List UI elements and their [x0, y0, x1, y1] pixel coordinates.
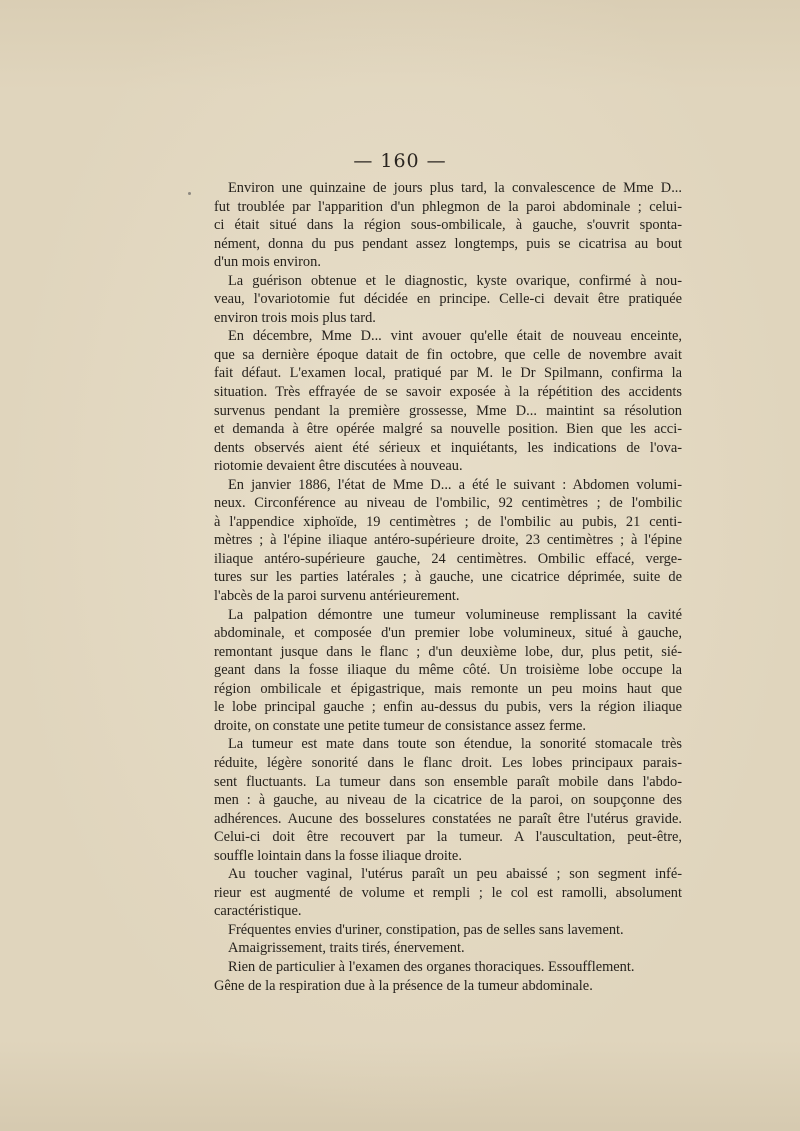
- text-line: rieur est augmenté de volume et rempli ; le col est ramolli, absolument: [214, 884, 682, 901]
- text-line: neux. Circonférence au niveau de l'ombilic, 92 centimètres ; de l'ombilic: [214, 495, 682, 512]
- text-line: veau, l'ovariotomie fut décidée en principe. Celle-ci devait être pratiquée: [214, 291, 682, 308]
- text-line: Au toucher vaginal, l'utérus paraît un peu abaissé ; son segment infé-: [228, 866, 682, 883]
- text-line: caractéristique.: [214, 903, 302, 920]
- text-line: l'abcès de la paroi survenu antérieurement.: [214, 588, 460, 605]
- text-line: La palpation démontre une tumeur volumineuse remplissant la cavité: [228, 606, 682, 623]
- page-number: — 160 —: [353, 150, 447, 172]
- text-line: riotomie devaient être discutées à nouveau.: [214, 458, 463, 475]
- text-line: d'un mois environ.: [214, 254, 321, 271]
- text-line: Rien de particulier à l'examen des organes thoraciques. Essoufflement.: [228, 958, 635, 975]
- text-line: mètres ; à l'épine iliaque antéro-supérieure droite, 23 centimètres ; à l'épine: [214, 532, 682, 549]
- body-text: [214, 179, 682, 995]
- margin-ink-dot: [188, 192, 191, 195]
- text-line: sent fluctuants. La tumeur dans son ensemble paraît mobile dans l'abdo-: [214, 773, 682, 790]
- text-line: le lobe principal gauche ; enfin au-dessus du pubis, vers la région iliaque: [214, 699, 682, 716]
- text-line: environ trois mois plus tard.: [214, 309, 376, 326]
- text-line: Environ une quinzaine de jours plus tard, la convalescence de Mme D...: [228, 180, 682, 196]
- text-line: La guérison obtenue et le diagnostic, kyste ovarique, confirmé à nou-: [228, 272, 682, 289]
- text-line: men : à gauche, au niveau de la cicatrice de la paroi, on soupçonne des: [214, 792, 682, 809]
- text-line: Gêne de la respiration due à la présence de la tumeur abdominale.: [214, 977, 593, 994]
- text-line: ci était situé dans la région sous-ombilicale, à gauche, s'ouvrit sponta-: [214, 217, 682, 234]
- text-line: fut troublée par l'apparition d'un phlegmon de la paroi abdominale ; celui-: [214, 198, 682, 215]
- text-line: souffle lointain dans la fosse iliaque droite.: [214, 847, 462, 864]
- text-line: Fréquentes envies d'uriner, constipation, pas de selles sans lavement.: [228, 921, 624, 938]
- text-line: nément, donna du pus pendant assez longtemps, puis se cicatrisa au bout: [214, 235, 682, 252]
- text-line: remontant jusque dans le flanc ; d'un deuxième lobe, dur, plus petit, sié-: [214, 643, 682, 660]
- text-line: iliaque antéro-supérieure gauche, 24 centimètres. Ombilic effacé, verge-: [214, 550, 682, 567]
- text-line: fait défaut. L'examen local, pratiqué par M. le Dr Spilmann, confirma la: [214, 365, 682, 382]
- text-line: situation. Très effrayée de se savoir exposée à la répétition des accidents: [214, 384, 682, 401]
- text-line: à l'appendice xiphoïde, 19 centimètres ; de l'ombilic au pubis, 21 centi-: [214, 513, 682, 530]
- text-line: et demanda à être opérée malgré sa nouvelle position. Bien que les acci-: [214, 421, 682, 438]
- text-line: tures sur les parties latérales ; à gauche, une cicatrice déprimée, suite de: [214, 569, 682, 586]
- text-line: Amaigrissement, traits tirés, énervement.: [228, 940, 465, 957]
- text-line: adhérences. Aucune des bosselures constatées ne paraît être l'utérus gravide.: [214, 810, 682, 827]
- text-line: En décembre, Mme D... vint avouer qu'elle était de nouveau enceinte,: [228, 328, 682, 345]
- text-line: que sa dernière époque datait de fin octobre, que celle de novembre avait: [214, 346, 682, 363]
- text-line: La tumeur est mate dans toute son étendue, la sonorité stomacale très: [228, 736, 682, 753]
- text-line: En janvier 1886, l'état de Mme D... a été le suivant : Abdomen volumi-: [228, 476, 682, 493]
- text-line: réduite, légère sonorité dans le flanc droit. Les lobes principaux parais-: [214, 754, 682, 771]
- text-line: abdominale, et composée d'un premier lobe volumineux, situé à gauche,: [214, 625, 682, 642]
- text-line: survenus pendant la première grossesse, Mme D... maintint sa résolution: [214, 402, 682, 419]
- text-line: région ombilicale et épigastrique, mais remonte un peu moins haut que: [214, 680, 682, 697]
- text-line: droite, on constate une petite tumeur de consistance assez ferme.: [214, 717, 587, 734]
- text-line: geant dans la fosse iliaque du même côté. Un troisième lobe occupe la: [214, 662, 682, 679]
- text-line: dents observés aient été sérieux et inquiétants, les indications de l'ova-: [214, 439, 682, 456]
- text-line: Celui-ci doit être recouvert par la tumeur. A l'auscultation, peut-être,: [214, 829, 682, 846]
